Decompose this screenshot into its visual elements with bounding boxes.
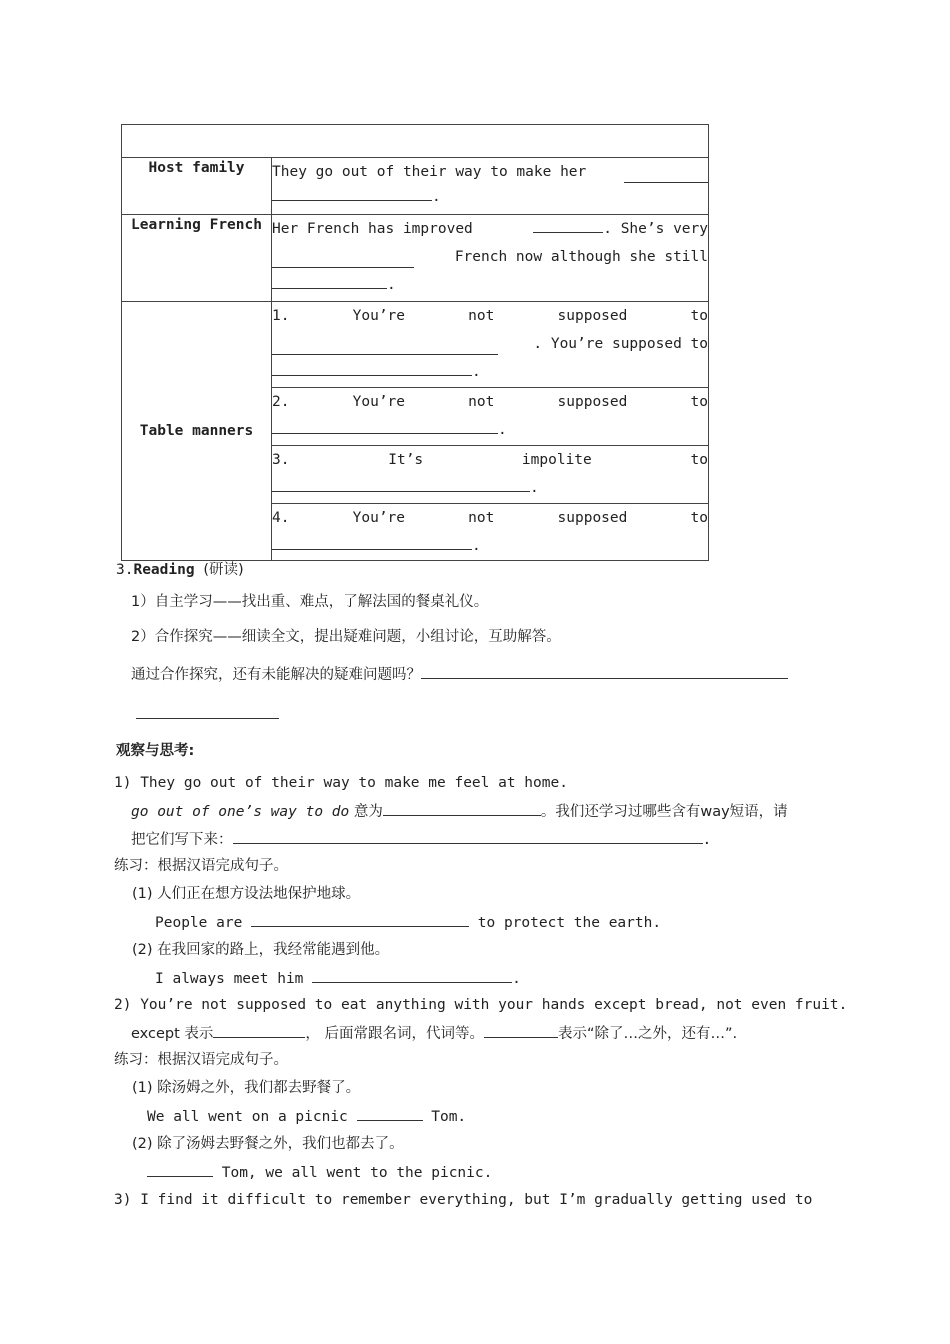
blank[interactable]	[272, 361, 472, 376]
manners-item-3: 3. It’s impolite to .	[272, 446, 709, 504]
observe-title: 观察与思考:	[116, 743, 195, 759]
blank[interactable]	[272, 419, 498, 434]
table-header-row	[122, 125, 709, 158]
practice-2-cn: (2) 在我回家的路上，我经常能遇到他。	[132, 942, 390, 958]
learning-french-cell: Her French has improved . She’s very French now although she still .	[272, 215, 709, 302]
blank[interactable]	[272, 186, 432, 201]
blank[interactable]	[272, 274, 387, 289]
reading-item-1: 1）自主学习——找出重、难点，了解法国的餐桌礼仪。	[131, 594, 489, 610]
table-summary	[121, 124, 709, 561]
manners-item-1: 1. You’re not supposed to . You’re supposed to .	[272, 302, 709, 388]
blank[interactable]	[213, 1023, 305, 1038]
host-family-cell: They go out of their way to make her .	[272, 158, 709, 215]
manners-item-2: 2. You’re not supposed to .	[272, 388, 709, 446]
answer-blank-2[interactable]	[136, 704, 279, 719]
table-row	[122, 158, 709, 215]
blank[interactable]	[533, 218, 603, 233]
practice-2-en: I always meet him .	[155, 968, 521, 989]
blank[interactable]	[484, 1023, 558, 1038]
blank[interactable]	[357, 1106, 423, 1121]
sentence-1-note: go out of one’s way to do 意为 。我们还学习过哪些含有way短语，请	[131, 801, 788, 822]
answer-blank[interactable]	[421, 664, 788, 679]
sentence-1-line2: 把它们写下来： .	[131, 829, 711, 850]
practice-label-1: 练习：根据汉语完成句子。	[114, 858, 288, 874]
sentence-1: 1) They go out of their way to make me feel at home.	[114, 775, 568, 791]
reading-question: 通过合作探究，还有未能解决的疑难问题吗？	[131, 664, 788, 685]
row-label-host-family: Host family	[122, 158, 272, 215]
table-row	[122, 302, 709, 388]
reading-heading: 3.Reading (研读)	[116, 562, 244, 578]
practice-label-2: 练习：根据汉语完成句子。	[114, 1052, 288, 1068]
sentence-3: 3) I find it difficult to remember everything, but I’m gradually getting used to	[114, 1192, 813, 1208]
practice-4-en: Tom, we all went to the picnic.	[147, 1162, 492, 1183]
blank[interactable]	[383, 801, 541, 816]
practice-4-cn: (2) 除了汤姆去野餐之外，我们也都去了。	[132, 1136, 404, 1152]
blank[interactable]	[272, 477, 530, 492]
reading-item-2: 2）合作探究——细读全文，提出疑难问题，小组讨论，互助解答。	[131, 629, 561, 645]
blank[interactable]	[147, 1162, 213, 1177]
blank[interactable]	[272, 340, 498, 355]
table-row	[122, 215, 709, 302]
practice-1-cn: (1) 人们正在想方设法地保护地球。	[132, 886, 361, 902]
row-label-table-manners: Table manners	[122, 302, 272, 561]
blank[interactable]	[251, 912, 469, 927]
sentence-2-note: except 表示 ， 后面常跟名词，代词等。 表示“除了…之外，还有…”.	[131, 1023, 737, 1044]
row-label-learning-french: Learning French	[122, 215, 272, 302]
manners-item-4: 4. You’re not supposed to .	[272, 504, 709, 561]
blank[interactable]	[272, 253, 414, 268]
blank[interactable]	[233, 829, 703, 844]
blank[interactable]	[312, 968, 512, 983]
practice-1-en: People are to protect the earth.	[155, 912, 661, 933]
practice-3-cn: (1) 除汤姆之外，我们都去野餐了。	[132, 1080, 361, 1096]
sentence-2: 2) You’re not supposed to eat anything with your hands except bread, not even fruit.	[114, 997, 848, 1013]
practice-3-en: We all went on a picnic Tom.	[147, 1106, 466, 1127]
blank[interactable]	[272, 535, 472, 550]
